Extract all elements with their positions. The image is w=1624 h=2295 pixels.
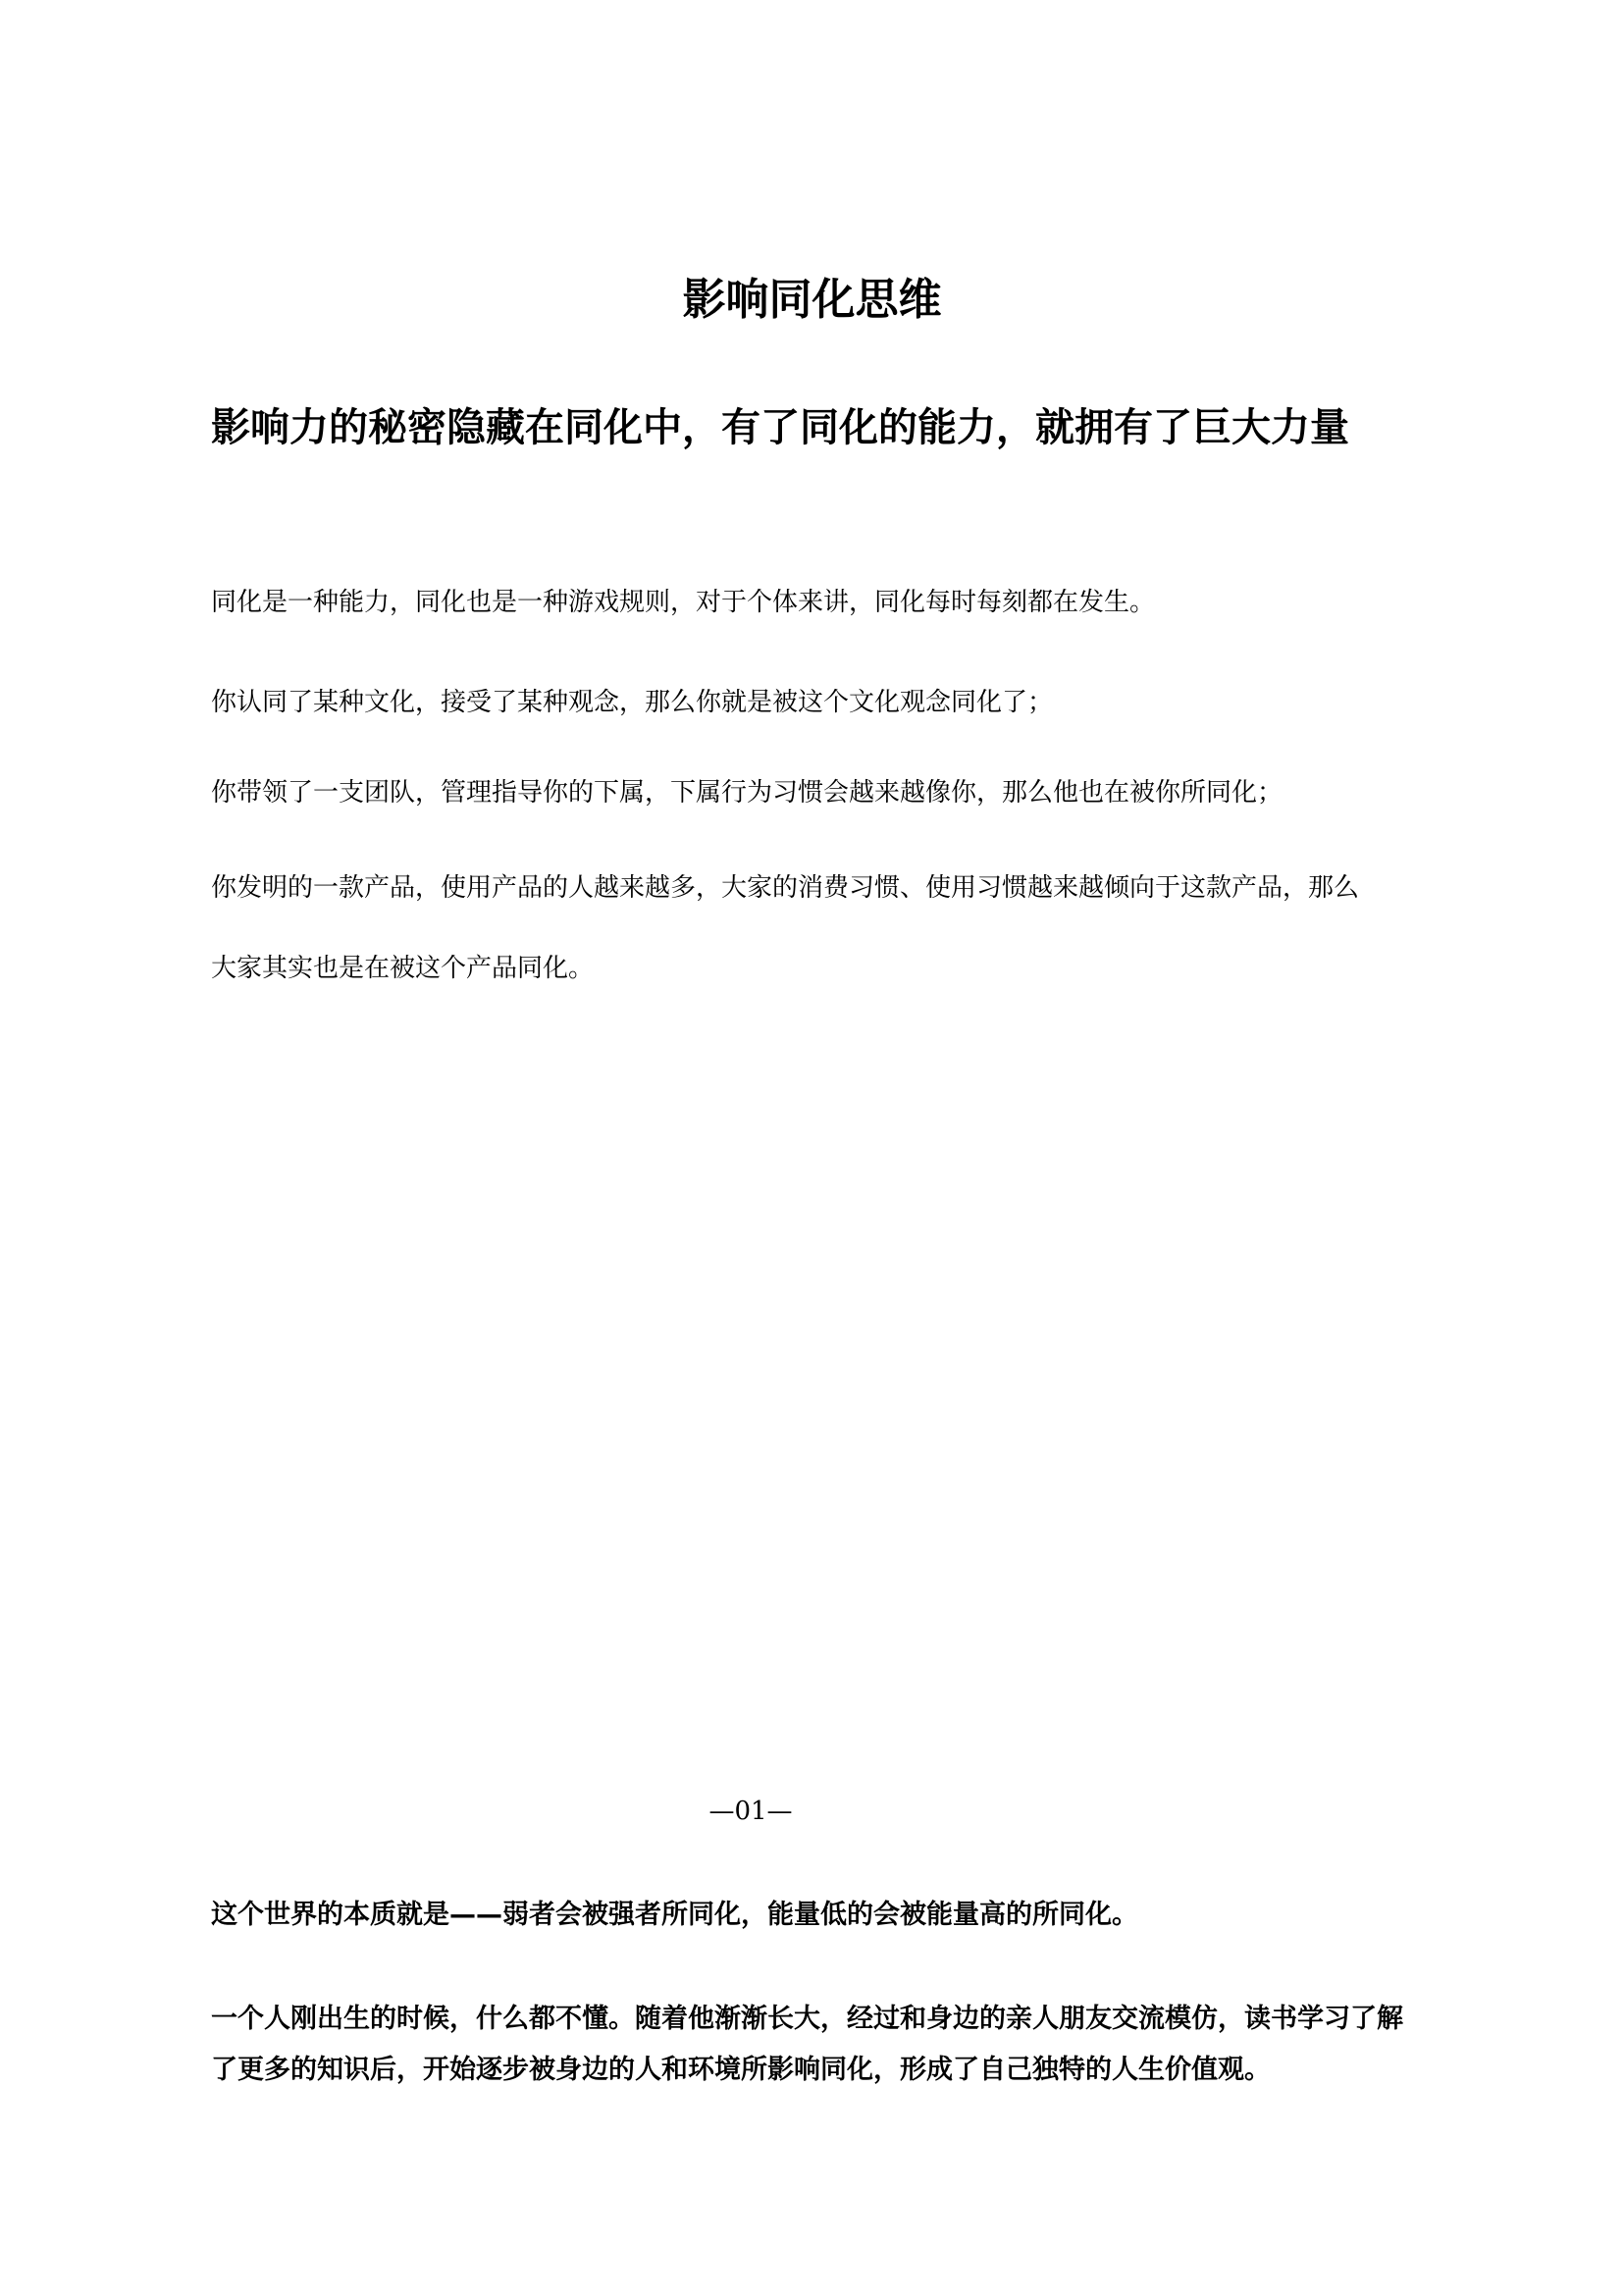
paragraph-4: 你发明的一款产品，使用产品的人越来越多，大家的消费习惯、使用习惯越来越倾向于这款产品，那么大家其实也是在被这个产品同化。	[211, 873, 1360, 983]
paragraph-2: 你认同了某种文化，接受了某种观念，那么你就是被这个文化观念同化了；	[211, 688, 1054, 717]
section-marker: —01—	[708, 1797, 793, 1826]
bold-paragraph-1: 这个世界的本质就是——弱者会被强者所同化，能量低的会被能量高的所同化。	[211, 1900, 1138, 1930]
paragraph-1: 同化是一种能力，同化也是一种游戏规则，对于个体来讲，同化每时每刻都在发生。	[211, 588, 1156, 617]
page-title: 影响同化思维	[682, 275, 942, 325]
bold-paragraph-2: 一个人刚出生的时候，什么都不懂。随着他渐渐长大，经过和身边的亲人朋友交流模仿，读书学习了解了更多的知识后，开始逐步被身边的人和环境所影响同化，形成了自己独特的人生价值观。	[211, 2004, 1403, 2085]
page-subtitle: 影响力的秘密隐藏在同化中，有了同化的能力，就拥有了巨大力量	[211, 405, 1349, 450]
paragraph-3: 你带领了一支团队，管理指导你的下属，下属行为习惯会越来越像你，那么他也在被你所同化；	[211, 778, 1283, 808]
